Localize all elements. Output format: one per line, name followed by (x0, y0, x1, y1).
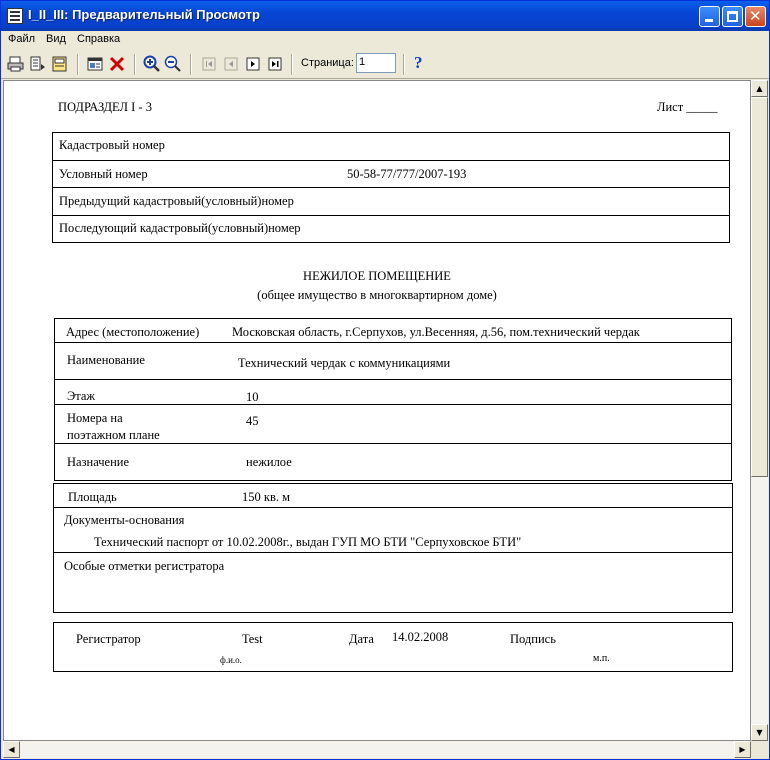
plan-numbers-value: 45 (246, 414, 259, 428)
purpose-label: Назначение (67, 455, 130, 469)
next-number-label: Последующий кадастровый(условный)номер (59, 221, 301, 235)
print-setup-icon[interactable] (29, 55, 47, 73)
window-title: I_II_III: Предварительный Просмотр (28, 7, 260, 22)
horizontal-scrollbar[interactable] (3, 741, 751, 758)
menu-file[interactable]: Файл (8, 33, 36, 45)
page-setup-icon[interactable] (51, 55, 69, 73)
purpose-value: нежилое (246, 455, 292, 469)
toolbar-separator (403, 54, 405, 75)
divider (54, 379, 732, 380)
maximize-icon (727, 11, 738, 22)
divider (52, 187, 730, 188)
documents-value: Технический паспорт от 10.02.2008г., выдан ГУП МО БТИ "Серпуховское БТИ" (94, 535, 522, 549)
conditional-number-value: 50-58-77/777/2007-193 (347, 167, 467, 181)
plan-numbers-label-line1: Номера на (67, 411, 123, 425)
date-label: Дата (349, 632, 374, 646)
address-label: Адрес (местоположение) (66, 325, 200, 339)
first-page-icon[interactable] (200, 55, 218, 73)
cadastral-number-label: Кадастровый номер (59, 138, 165, 152)
toolbar-separator (190, 54, 192, 75)
divider (54, 404, 732, 405)
print-icon[interactable] (7, 55, 25, 73)
registrar-value: Test (242, 632, 263, 646)
area-value: 150 кв. м (242, 490, 291, 504)
divider (53, 552, 733, 553)
sheet-label: Лист _____ (657, 100, 718, 114)
maximize-button[interactable] (722, 6, 743, 27)
minimize-button[interactable] (699, 6, 720, 27)
app-icon (7, 8, 23, 24)
minimize-icon (705, 19, 713, 22)
page-number-input[interactable]: 1 (356, 53, 396, 73)
zoom-in-icon[interactable] (143, 55, 161, 73)
menu-view[interactable]: Вид (46, 33, 66, 45)
divider (54, 342, 732, 343)
seal-caption: м.п. (593, 653, 610, 664)
object-subheading: (общее имущество в многоквартирном доме) (257, 288, 497, 302)
scroll-up-icon[interactable]: ▲ (751, 80, 768, 97)
scroll-right-icon[interactable]: ▶ (734, 741, 751, 758)
floor-label: Этаж (67, 389, 96, 403)
toolbar-separator (77, 54, 79, 75)
toolbar-separator (134, 54, 136, 75)
previous-number-label: Предыдущий кадастровый(условный)номер (59, 194, 294, 208)
export-icon[interactable] (86, 55, 104, 73)
report-page (3, 80, 751, 741)
divider (52, 160, 730, 161)
registrar-label: Регистратор (76, 632, 141, 646)
previous-page-icon[interactable] (222, 55, 240, 73)
scroll-down-icon[interactable]: ▼ (751, 724, 768, 741)
last-page-icon[interactable] (266, 55, 284, 73)
signature-label: Подпись (510, 632, 556, 646)
name-label: Наименование (67, 353, 145, 367)
registrar-notes-label: Особые отметки регистратора (64, 559, 225, 573)
close-button[interactable] (745, 6, 766, 27)
close-icon: ✕ (749, 7, 762, 25)
object-heading: НЕЖИЛОЕ ПОМЕЩЕНИЕ (303, 269, 451, 283)
divider (53, 507, 733, 508)
floor-value: 10 (246, 390, 259, 404)
help-icon[interactable]: ? (414, 53, 423, 72)
scrollbar-corner (751, 741, 768, 758)
date-value: 14.02.2008 (392, 630, 449, 644)
name-value: Технический чердак с коммуникациями (238, 356, 451, 370)
close-preview-icon[interactable] (108, 55, 126, 73)
toolbar-separator (291, 54, 293, 75)
plan-numbers-label-line2: поэтажном плане (67, 428, 160, 442)
documents-label: Документы-основания (64, 513, 185, 527)
next-page-icon[interactable] (244, 55, 262, 73)
fio-caption: ф.и.о. (220, 655, 242, 665)
address-value: Московская область, г.Серпухов, ул.Весенняя, д.56, пом.технический чердак (232, 325, 640, 339)
divider (54, 443, 732, 444)
title-bar[interactable] (1, 1, 769, 31)
vertical-scrollbar[interactable] (751, 80, 768, 741)
area-label: Площадь (68, 490, 117, 504)
vertical-scroll-thumb[interactable] (751, 97, 768, 477)
subsection-header: ПОДРАЗДЕЛ I - 3 (58, 100, 152, 114)
page-label: Страница: (301, 57, 354, 69)
scroll-left-icon[interactable]: ◀ (3, 741, 20, 758)
toolbar (1, 50, 769, 79)
menu-bar (1, 31, 769, 50)
zoom-out-icon[interactable] (164, 55, 182, 73)
conditional-number-label: Условный номер (59, 167, 148, 181)
divider (52, 215, 730, 216)
menu-help[interactable]: Справка (77, 33, 121, 45)
